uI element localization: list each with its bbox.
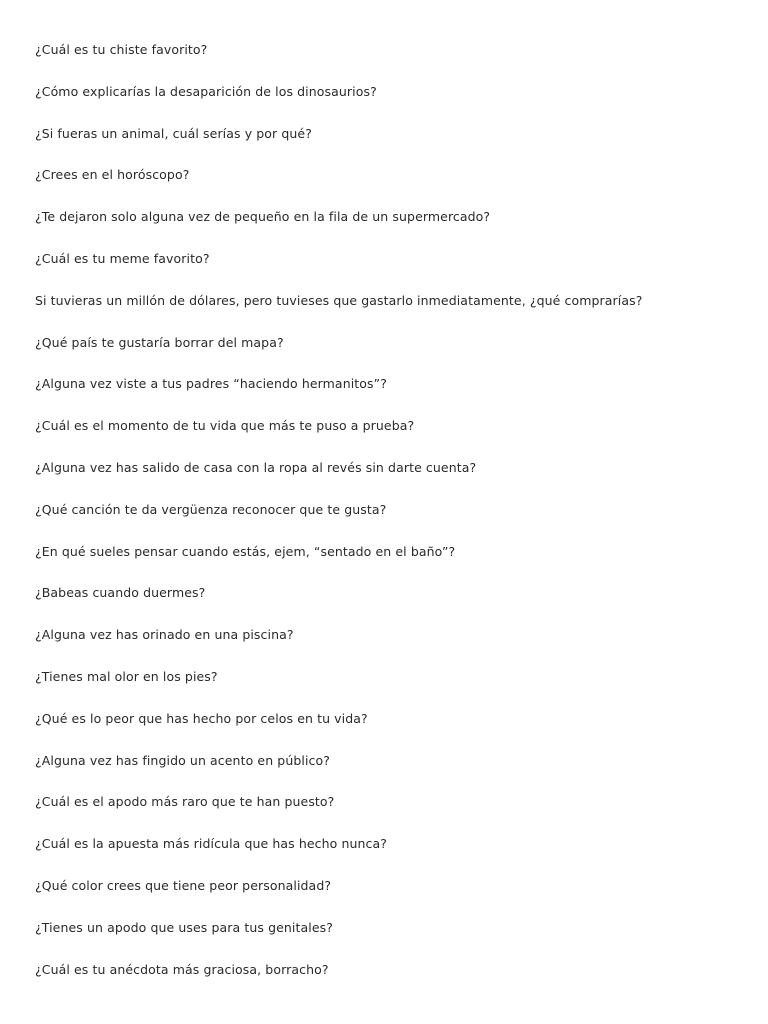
question-item: ¿Cuál es tu anécdota más graciosa, borracho? xyxy=(35,961,329,977)
question-item: ¿Te dejaron solo alguna vez de pequeño en la fila de un supermercado? xyxy=(35,209,491,225)
question-item: ¿Qué canción te da vergüenza reconocer que te gusta? xyxy=(35,501,387,517)
question-item: ¿Qué es lo peor que has hecho por celos en tu vida? xyxy=(35,710,368,726)
question-item: ¿Cómo explicarías la desaparición de los dinosaurios? xyxy=(35,83,377,99)
question-item: ¿Qué país te gustaría borrar del mapa? xyxy=(35,334,284,350)
question-item: ¿Alguna vez has salido de casa con la ropa al revés sin darte cuenta? xyxy=(35,459,477,475)
question-item: ¿Cuál es el apodo más raro que te han puesto? xyxy=(35,794,335,810)
question-item: ¿Qué color crees que tiene peor personalidad? xyxy=(35,877,332,893)
question-item: ¿Alguna vez has fingido un acento en público? xyxy=(35,752,330,768)
question-item: ¿Alguna vez viste a tus padres “haciendo hermanitos”? xyxy=(35,376,387,392)
question-item: ¿Alguna vez has orinado en una piscina? xyxy=(35,627,294,643)
question-item: ¿Cuál es la apuesta más ridícula que has hecho nunca? xyxy=(35,836,388,852)
question-item: ¿Si fueras un animal, cuál serías y por qué? xyxy=(35,125,312,141)
question-item: ¿Crees en el horóscopo? xyxy=(35,167,190,183)
question-item: ¿Cuál es el momento de tu vida que más te puso a prueba? xyxy=(35,418,415,434)
question-item: ¿Cuál es tu chiste favorito? xyxy=(35,42,208,57)
question-item: ¿Babeas cuando duermes? xyxy=(35,585,206,601)
question-item: ¿Tienes un apodo que uses para tus genitales? xyxy=(35,919,333,935)
question-item: ¿En qué sueles pensar cuando estás, ejem, “sentado en el baño”? xyxy=(35,543,456,559)
question-item: ¿Cuál es tu meme favorito? xyxy=(35,250,210,266)
question-item: ¿Tienes mal olor en los pies? xyxy=(35,668,218,684)
question-item: Si tuvieras un millón de dólares, pero tuvieses que gastarlo inmediatamente, ¿qué comprarías? xyxy=(35,292,643,308)
